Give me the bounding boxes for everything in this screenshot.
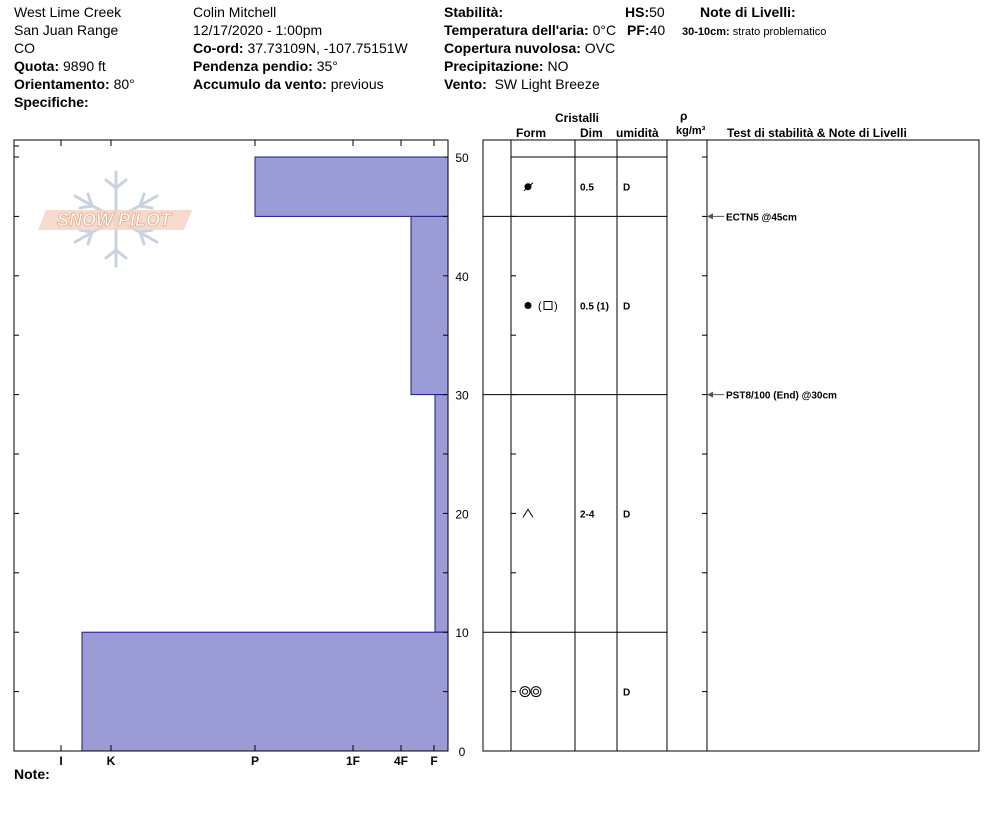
aspect-value: 80°	[113, 76, 135, 92]
grain-size: 2-4	[580, 509, 595, 521]
wind-loading-label: Accumulo da vento:	[193, 76, 327, 92]
cloud-label: Copertura nuvolosa:	[444, 40, 581, 56]
depth-tick-label: 40	[455, 269, 469, 284]
pf-value: 40	[649, 22, 666, 38]
layer-note-text: strato problematico	[732, 26, 827, 38]
location-name: West Lime Creek	[14, 4, 122, 20]
cloud-value: OVC	[584, 40, 616, 56]
wind-loading-value: previous	[330, 76, 384, 92]
hardness-bar	[82, 632, 448, 751]
size-header: Dim	[580, 126, 603, 140]
moisture-value: D	[623, 509, 631, 521]
elevation-value: 9890 ft	[63, 58, 106, 74]
dot-glyph	[525, 302, 532, 309]
depth-tick-label: 30	[455, 388, 469, 403]
caret-glyph	[523, 509, 533, 517]
ring-glyph	[523, 689, 528, 694]
logo-text: SNOW PILOT	[57, 210, 171, 230]
form-header: Form	[516, 126, 546, 140]
air-temp-label: Temperatura dell'aria:	[444, 22, 589, 38]
hardness-bar	[255, 157, 448, 216]
paren-glyph: (	[538, 300, 542, 313]
test-pointer-arrow	[707, 213, 713, 219]
date-time: 12/17/2020 - 1:00pm	[193, 22, 323, 38]
hs-label: HS:	[625, 4, 650, 20]
wind-label: Vento:	[444, 76, 487, 92]
hardness-tick-label: 1F	[345, 754, 361, 768]
ring-glyph	[534, 689, 539, 694]
stability-test-label: PST8/100 (End) @30cm	[726, 390, 837, 402]
hs-value: 50	[649, 4, 665, 20]
rounded-faceted-icon	[524, 183, 533, 191]
state: CO	[14, 40, 35, 56]
melt-forms-icon	[520, 687, 541, 697]
elevation-label: Quota:	[14, 58, 60, 74]
hardness-tick-label: F	[430, 754, 438, 768]
ring-glyph	[531, 687, 541, 697]
grain-size: 0.5 (1)	[580, 301, 609, 313]
depth-tick-label: 50	[455, 151, 469, 165]
hardness-tick-label: P	[250, 754, 260, 768]
coord-label: Co-ord:	[193, 40, 244, 56]
hardness-bar	[411, 216, 448, 394]
wind-value: SW Light Breeze	[494, 76, 600, 92]
slope-label: Pendenza pendio:	[193, 58, 313, 74]
specifics-label: Specifiche:	[14, 94, 89, 110]
stability-label: Stabilità:	[444, 4, 504, 20]
coord-value: 37.73109N, -107.75151W	[247, 40, 408, 56]
moisture-header: umidità	[616, 126, 659, 140]
square-glyph	[544, 302, 552, 310]
density-unit-header: kg/m³	[676, 125, 706, 137]
aspect-label: Orientamento:	[14, 76, 110, 92]
note-label: Note:	[14, 766, 50, 782]
rho-header: ρ	[680, 109, 688, 123]
layer-note-range: 30-10cm:	[682, 26, 730, 38]
grain-size: 0.5	[580, 182, 594, 194]
moisture-value: D	[623, 301, 631, 313]
crystals-header: Cristalli	[555, 111, 600, 125]
moisture-value: D	[623, 687, 631, 699]
air-temp-value: 0°C	[592, 22, 617, 38]
slope-value: 35°	[316, 58, 338, 74]
precip-label: Precipitazione:	[444, 58, 544, 74]
depth-hoar-icon	[523, 509, 533, 517]
layer-notes-title: Note di Livelli:	[700, 4, 796, 20]
paren-glyph: )	[554, 300, 558, 313]
depth-tick-label: 0	[458, 745, 466, 759]
hardness-tick-label: 4F	[393, 754, 409, 768]
layer-table-frame	[483, 140, 979, 751]
tests-header: Test di stabilità & Note di Livelli	[727, 126, 907, 140]
depth-tick-label: 10	[455, 626, 469, 641]
moisture-value: D	[623, 182, 631, 194]
hardness-tick-label: K	[106, 754, 116, 768]
pf-label: PF:	[627, 22, 650, 38]
observer: Colin Mitchell	[193, 4, 277, 20]
rounded-and-faceted-icon	[525, 301, 558, 313]
precip-value: NO	[547, 58, 569, 74]
mountain-range: San Juan Range	[14, 22, 119, 38]
depth-tick-label: 20	[455, 507, 469, 522]
hardness-tick-label: I	[59, 754, 63, 768]
ring-glyph	[520, 687, 530, 697]
test-pointer-arrow	[707, 392, 713, 398]
stability-test-label: ECTN5 @45cm	[726, 212, 797, 224]
